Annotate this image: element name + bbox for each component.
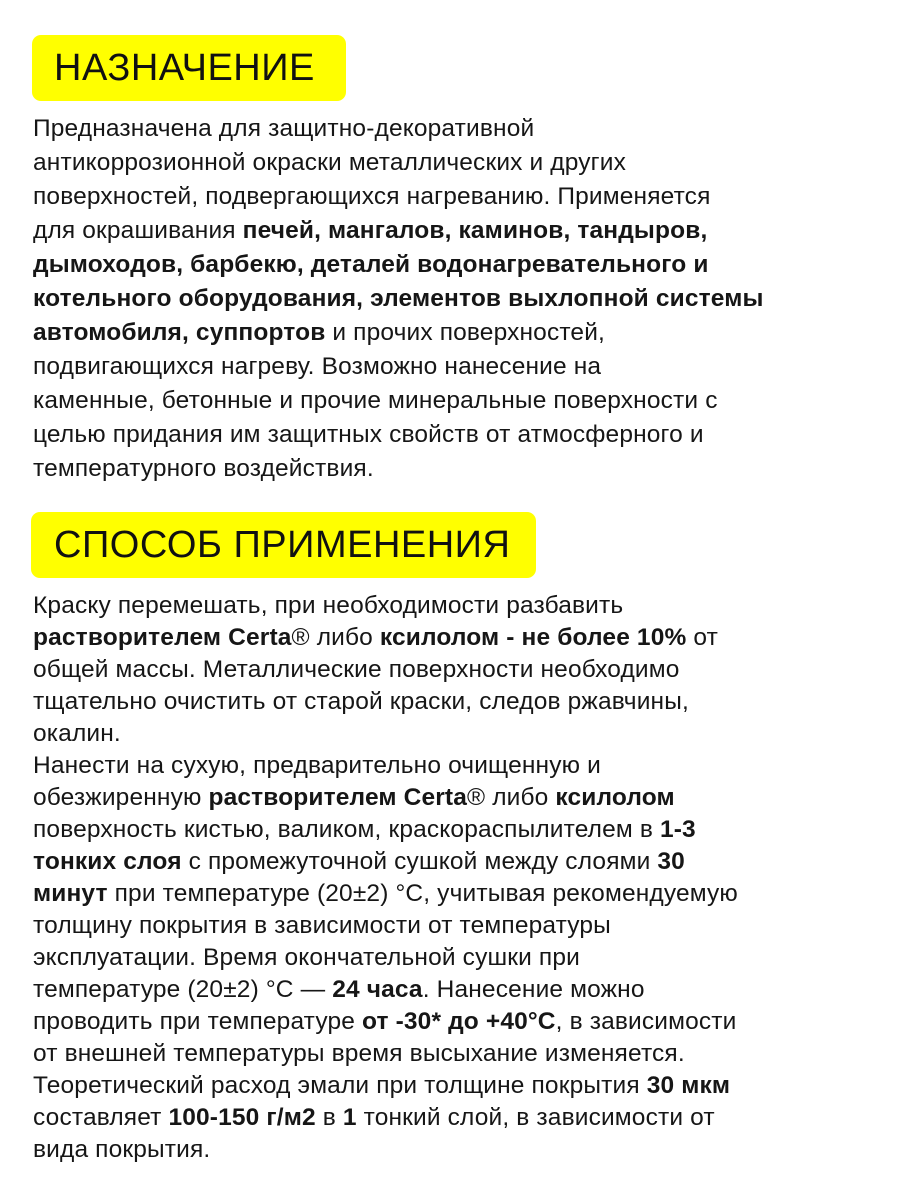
text-run: общей массы. Металлические поверхности необходимо xyxy=(33,656,680,683)
text-run: поверхность кистью, валиком, краскораспылителем в xyxy=(33,816,660,843)
text-run: тщательно очистить от старой краски, следов ржавчины, xyxy=(33,688,689,715)
bold-text-run: 24 часа xyxy=(332,976,423,1003)
text-run: ® либо xyxy=(291,624,380,651)
text-line xyxy=(33,1102,883,1134)
text-run: эксплуатации. Время окончательной сушки при xyxy=(33,944,580,971)
text-run: вида покрытия. xyxy=(33,1136,211,1163)
text-line xyxy=(33,686,883,718)
bold-text-run: печей, мангалов, каминов, тандыров, xyxy=(242,217,708,244)
text-run: поверхностей, подвергающихся нагреванию. Применяется xyxy=(33,183,711,210)
bold-text-run: 100-150 г/м2 xyxy=(168,1104,316,1131)
text-line xyxy=(33,718,883,750)
text-line xyxy=(33,942,883,974)
text-line xyxy=(33,248,883,282)
text-run: от внешней температуры время высыхание изменяется. xyxy=(33,1040,685,1067)
text-line xyxy=(33,350,883,384)
section-heading-application-method-label: СПОСОБ ПРИМЕНЕНИЯ xyxy=(54,523,511,566)
text-run: проводить при температуре xyxy=(33,1008,362,1035)
text-run: Теоретический расход эмали при толщине покрытия xyxy=(33,1072,647,1099)
text-run: при температуре (20±2) °C, учитывая рекомендуемую xyxy=(107,880,738,907)
text-line xyxy=(33,112,883,146)
text-line xyxy=(33,750,883,782)
text-line xyxy=(33,214,883,248)
bold-text-run: 30 xyxy=(657,848,685,875)
text-run: Предназначена для защитно-декоративной xyxy=(33,115,535,142)
bold-text-run: минут xyxy=(33,880,108,907)
text-line xyxy=(33,814,883,846)
text-run: от xyxy=(686,624,718,651)
text-line xyxy=(33,418,883,452)
text-run: тонкий слой, в зависимости от xyxy=(356,1104,715,1131)
text-line xyxy=(33,910,883,942)
text-run: , в зависимости xyxy=(555,1008,737,1035)
text-run: для окрашивания xyxy=(33,217,243,244)
text-line xyxy=(33,282,883,316)
bold-text-run: растворителем Certa xyxy=(208,784,468,811)
bold-text-run: 1 xyxy=(342,1104,357,1131)
text-run: в xyxy=(315,1104,343,1131)
section-body-purpose xyxy=(33,112,883,486)
bold-text-run: от -30* до +40°C xyxy=(361,1008,556,1035)
text-line xyxy=(33,1134,883,1166)
text-line xyxy=(33,782,883,814)
text-line xyxy=(33,180,883,214)
text-run: . Нанесение можно xyxy=(422,976,645,1003)
bold-text-run: автомобиля, суппортов xyxy=(33,319,326,346)
text-line xyxy=(33,846,883,878)
text-line xyxy=(33,974,883,1006)
text-line xyxy=(33,1070,883,1102)
text-run: антикоррозионной окраски металлических и других xyxy=(33,149,626,176)
text-line xyxy=(33,316,883,350)
bold-text-run: растворителем Certa xyxy=(33,624,292,651)
section-body-application-method xyxy=(33,590,883,1166)
text-line xyxy=(33,384,883,418)
section-heading-purpose-label: НАЗНАЧЕНИЕ xyxy=(54,46,315,89)
text-run: температурного воздействия. xyxy=(33,455,374,482)
text-line xyxy=(33,146,883,180)
bold-text-run: ксилолом xyxy=(555,784,675,811)
bold-text-run: дымоходов, барбекю, деталей водонагревательного и xyxy=(33,251,709,278)
text-run: окалин. xyxy=(33,720,121,747)
text-run: толщину покрытия в зависимости от температуры xyxy=(33,912,611,939)
text-run: с промежуточной сушкой между слоями xyxy=(181,848,658,875)
text-run: Краску перемешать, при необходимости разбавить xyxy=(33,592,624,619)
text-line xyxy=(33,590,883,622)
text-line xyxy=(33,622,883,654)
text-run: составляет xyxy=(33,1104,169,1131)
text-line xyxy=(33,452,883,486)
text-line xyxy=(33,1038,883,1070)
text-line xyxy=(33,878,883,910)
section-heading-application-method xyxy=(31,512,536,578)
text-run: Нанести на сухую, предварительно очищенную и xyxy=(33,752,601,779)
text-run: подвигающихся нагреву. Возможно нанесение на xyxy=(33,353,602,380)
section-heading-purpose xyxy=(32,35,346,101)
text-run: ® либо xyxy=(467,784,556,811)
bold-text-run: котельного оборудования, элементов выхлопной системы xyxy=(33,285,764,312)
text-run: каменные, бетонные и прочие минеральные поверхности с xyxy=(33,387,718,414)
text-line xyxy=(33,1006,883,1038)
bold-text-run: ксилолом - не более 10% xyxy=(379,624,687,651)
bold-text-run: тонких слоя xyxy=(33,848,182,875)
bold-text-run: 30 мкм xyxy=(646,1072,731,1099)
text-line xyxy=(33,654,883,686)
text-run: температуре (20±2) °C — xyxy=(33,976,333,1003)
text-run: и прочих поверхностей, xyxy=(325,319,606,346)
bold-text-run: 1-3 xyxy=(659,816,696,843)
text-run: целью придания им защитных свойств от атмосферного и xyxy=(33,421,704,448)
text-run: обезжиренную xyxy=(33,784,209,811)
